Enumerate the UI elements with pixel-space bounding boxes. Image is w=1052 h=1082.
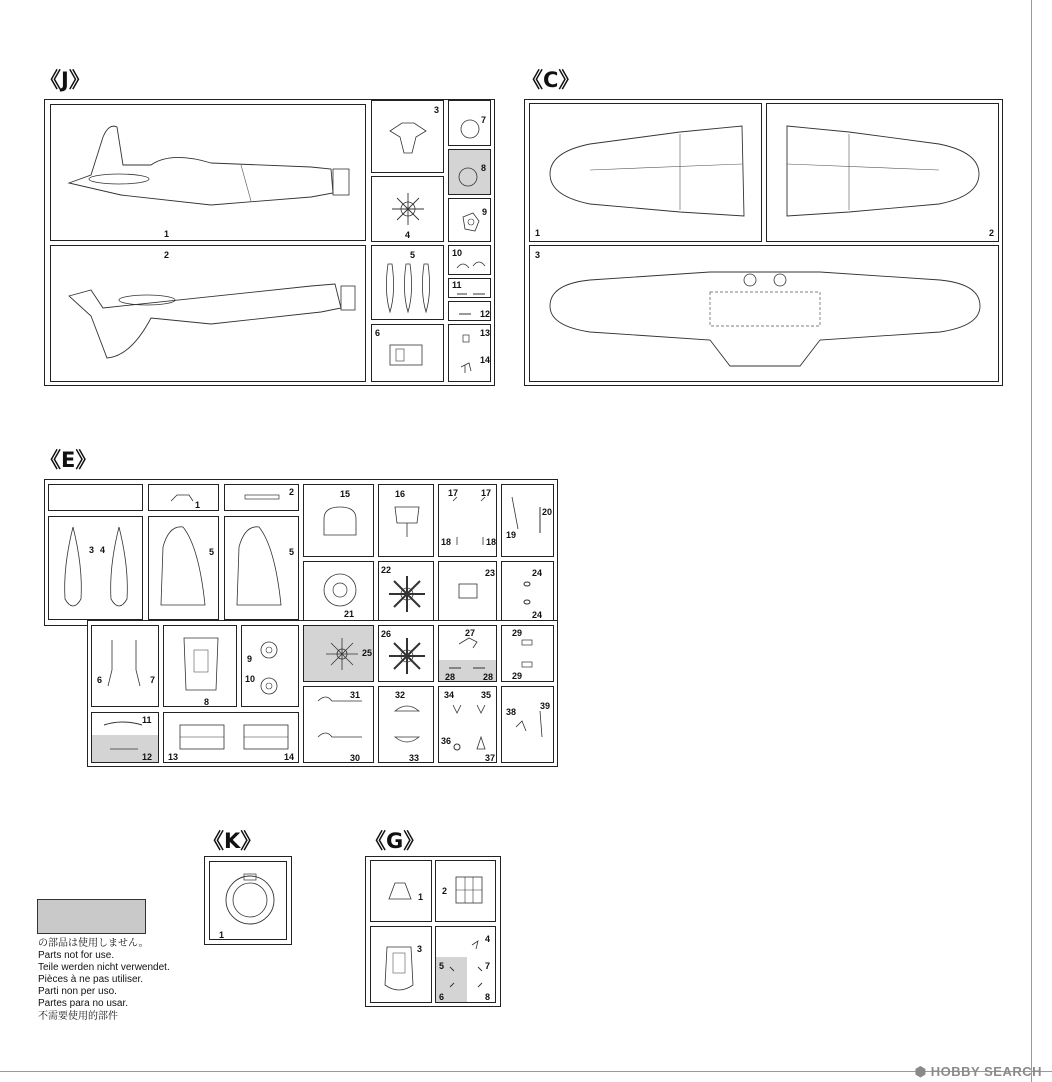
part-number: 35 [481, 690, 492, 700]
sprue-j-part-fuselage-right [50, 245, 366, 382]
part-number: 22 [381, 565, 392, 575]
part-number: 11 [452, 280, 462, 290]
part-number: 2 [989, 228, 995, 238]
sprue-e-part-23 [438, 561, 497, 621]
part-number: 2 [164, 250, 170, 260]
part-number: 28 [483, 672, 494, 682]
part-number: 39 [540, 701, 551, 711]
watermark-text: HOBBY SEARCH [930, 1064, 1042, 1079]
part-number: 28 [445, 672, 456, 682]
sprue-j-part-8-unused [448, 149, 491, 195]
sprue-e-part-3-4 [48, 516, 143, 620]
sprue-g-part-4-8 [435, 926, 496, 1003]
part-number: 16 [395, 489, 406, 499]
sprue-e-empty-slot [48, 484, 143, 511]
sprue-e-part-29 [501, 625, 554, 682]
part-number: 4 [100, 545, 106, 555]
part-number: 7 [150, 675, 156, 685]
legend-line-en: Parts not for use. [38, 950, 115, 962]
legend-line-it: Parti non per uso. [38, 986, 117, 998]
sprue-e-part-22 [378, 561, 434, 621]
part-number: 9 [482, 207, 488, 217]
part-number: 3 [417, 944, 423, 954]
part-number: 12 [480, 309, 491, 319]
part-number: 20 [542, 507, 553, 517]
sprue-j-part-6 [371, 324, 444, 382]
sprue-g-title: 《G》 [365, 829, 425, 853]
sprue-j-part-7 [448, 100, 491, 146]
sprue-e-part-17-18 [438, 484, 497, 557]
part-number: 8 [481, 163, 487, 173]
part-number: 5 [439, 961, 445, 971]
legend-line-fr: Pièces à ne pas utiliser. [38, 974, 144, 986]
sprue-e-part-1 [148, 484, 219, 511]
watermark [915, 1064, 1042, 1080]
sprue-j-part-9 [448, 198, 491, 242]
part-number: 1 [535, 228, 541, 238]
part-number: 38 [506, 707, 517, 717]
part-number: 6 [439, 992, 445, 1002]
sprue-j-part-12 [448, 301, 491, 321]
unused-parts-legend [38, 938, 170, 1023]
sprue-c-part-wing-upper-right [766, 103, 999, 242]
part-number: 6 [97, 675, 103, 685]
part-number: 17 [481, 488, 492, 498]
sprue-e-part-11-12 [91, 712, 159, 763]
part-number: 15 [340, 489, 351, 499]
part-number: 2 [442, 886, 448, 896]
part-number: 25 [362, 648, 373, 658]
part-number: 30 [350, 753, 361, 763]
sprue-e-part-2 [224, 484, 299, 511]
page-right-rule [1031, 0, 1032, 1082]
sprue-e-part-38-39 [501, 686, 554, 763]
legend-line-ja: の部品は使用しません。 [38, 938, 149, 949]
sprue-e-part-5-left [148, 516, 219, 620]
part-number: 4 [405, 230, 411, 240]
part-number: 36 [441, 736, 452, 746]
sprue-j-part-3 [371, 100, 444, 173]
sprue-e-part-13-14 [163, 712, 299, 763]
sprue-j-part-fuselage-left [50, 104, 366, 241]
sprue-e-part-8 [163, 625, 237, 707]
part-number: 26 [381, 629, 392, 639]
sprue-e-part-27-28 [438, 625, 497, 682]
part-number: 19 [506, 530, 517, 540]
part-number: 1 [195, 500, 201, 510]
part-number: 14 [480, 355, 491, 365]
part-number: 31 [350, 690, 361, 700]
sprue-g-part-3 [370, 926, 432, 1003]
part-number: 10 [452, 248, 463, 258]
sprue-c-part-wing-upper-left [529, 103, 762, 242]
part-number: 13 [480, 328, 491, 338]
part-number: 27 [465, 628, 476, 638]
sprue-e-part-19-20 [501, 484, 554, 557]
part-number: 18 [486, 537, 497, 547]
unused-parts-swatch [37, 899, 146, 934]
sprue-j-part-10 [448, 245, 491, 275]
part-number: 5 [289, 547, 295, 557]
part-number: 1 [418, 892, 424, 902]
part-number: 4 [485, 934, 491, 944]
part-number: 5 [410, 250, 416, 260]
sprue-k-part-1 [209, 861, 287, 940]
part-number: 3 [535, 250, 541, 260]
part-number: 13 [168, 752, 179, 762]
fuselage-right-drawing [51, 246, 366, 382]
part-number: 8 [204, 697, 210, 707]
part-number: 3 [434, 105, 440, 115]
part-number: 2 [289, 487, 295, 497]
part-number: 8 [485, 992, 491, 1002]
sprue-j-part-4 [371, 176, 444, 242]
part-number: 5 [209, 547, 215, 557]
part-number: 1 [164, 229, 170, 239]
sprue-e-part-34-37 [438, 686, 497, 763]
part-number: 21 [344, 609, 355, 619]
sprue-j-part-5 [371, 245, 444, 320]
part-number: 32 [395, 690, 406, 700]
part-number: 23 [485, 568, 496, 578]
part-number: 1 [219, 930, 225, 940]
sprue-e-part-6-7 [91, 625, 159, 707]
sprue-e-part-24 [501, 561, 554, 621]
part-number: 34 [444, 690, 455, 700]
sprue-k-title: 《K》 [203, 829, 262, 853]
part-number: 10 [245, 674, 256, 684]
legend-line-de: Teile werden nicht verwendet. [38, 962, 170, 974]
sprue-e-part-21 [303, 561, 374, 621]
sprue-e-part-32-33 [378, 686, 434, 763]
part-number: 6 [375, 328, 381, 338]
sprue-e-part-30-31 [303, 686, 374, 763]
sprue-e-part-25-unused [303, 625, 374, 682]
part-number: 9 [247, 654, 253, 664]
sprue-e-part-26 [378, 625, 434, 682]
part-number: 7 [481, 115, 487, 125]
part-number: 24 [532, 610, 543, 620]
sprue-j-part-11 [448, 278, 491, 298]
sprue-e-part-5-right [224, 516, 299, 620]
fuselage-left-drawing [51, 105, 366, 241]
sprue-j-part-13-14 [448, 324, 491, 382]
sprue-e-part-16 [378, 484, 434, 557]
sprue-g-part-2 [435, 860, 496, 922]
part-number: 14 [284, 752, 295, 762]
part-number: 12 [142, 752, 153, 762]
sprue-c-title: 《C》 [522, 68, 580, 92]
hobbysearch-logo-icon: ⬢ [914, 1064, 927, 1079]
legend-line-es: Partes para no usar. [38, 998, 129, 1010]
part-number: 33 [409, 753, 420, 763]
sprue-e-title: 《E》 [40, 448, 97, 472]
sprue-j-title: 《J》 [40, 68, 90, 92]
sprue-c-part-wing-lower [529, 245, 999, 382]
part-number: 18 [441, 537, 452, 547]
page-bottom-rule [0, 1071, 1052, 1072]
part-number: 24 [532, 568, 543, 578]
sprue-e-part-15 [303, 484, 374, 557]
sprue-g-part-1 [370, 860, 432, 922]
part-number: 7 [485, 961, 491, 971]
part-number: 29 [512, 671, 523, 681]
legend-line-zh: 不需要使用的部件 [38, 1010, 118, 1022]
part-number: 3 [89, 545, 95, 555]
part-number: 29 [512, 628, 523, 638]
sprue-e-part-9-10 [241, 625, 299, 707]
part-number: 17 [448, 488, 459, 498]
part-number: 37 [485, 753, 496, 763]
part-number: 11 [142, 715, 152, 725]
